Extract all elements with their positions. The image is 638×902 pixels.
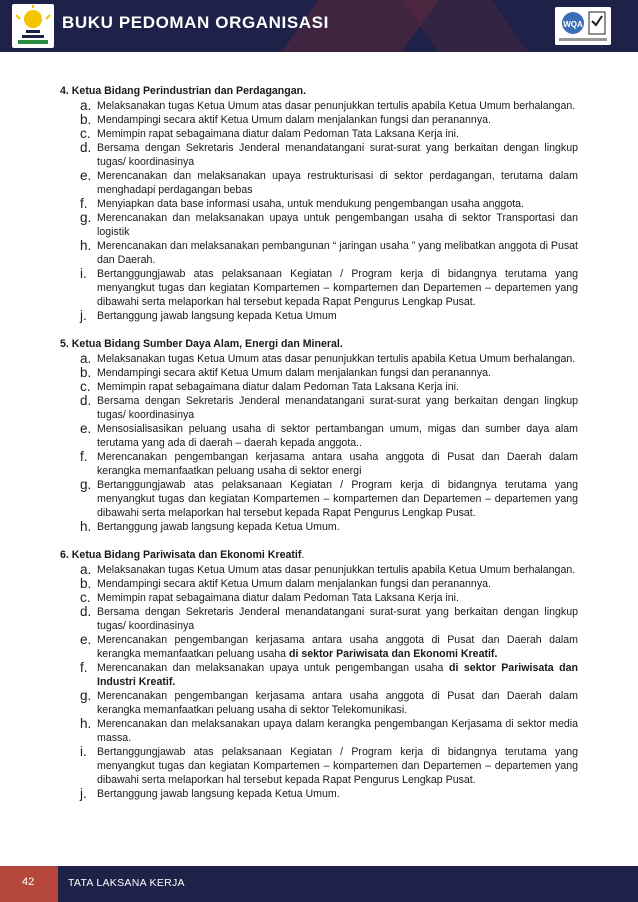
list-item-text-body: Bertanggung jawab langsung kepada Ketua Umum. [97,788,340,800]
list-item-letter: b. [80,576,92,591]
list-item-text [97,605,578,633]
document-body [0,84,638,815]
list-item-letter: c. [80,590,91,605]
list-item-text [97,366,578,380]
list-item-text-body: Bertanggung jawab langsung kepada Ketua Umum. [97,521,340,533]
list-item-text [97,169,578,197]
list-item-text [97,520,578,534]
list-item-text [97,239,578,267]
footer-title: TATA LAKSANA KERJA [68,877,185,889]
list-item [80,266,578,309]
organization-logo-icon [12,4,54,48]
list-item-text [97,113,578,127]
list-item-text [97,197,578,211]
list-item-text-bold: di sektor Pariwisata dan Ekonomi Kreatif. [289,648,498,660]
list-item-text-body: Merencanakan pengembangan kerjasama antara usaha anggota di Pusat dan Daerah dalam kerangka memanfaatkan peluang usaha [97,634,578,660]
list-item [80,604,578,633]
list-item-text-body: Bertanggung jawab langsung kepada Ketua Umum [97,310,337,322]
list-item-letter: h. [80,238,92,253]
section-title [60,337,638,351]
section-title-text: 6. Ketua Bidang Pariwisata dan Ekonomi Kreatif [60,549,302,561]
list-item-text [97,787,578,801]
list-item [80,126,578,141]
page-footer [0,866,638,902]
list-item-letter: j. [80,308,87,323]
list-item [80,786,578,801]
list-item-letter: i. [80,266,87,281]
list-item [80,196,578,211]
list-item [80,519,578,534]
list-item [80,744,578,787]
list-item [80,688,578,717]
list-item-letter: b. [80,112,92,127]
list-item [80,421,578,450]
list-item-letter: f. [80,196,88,211]
list-item-text-body: Merencanakan dan melaksanakan pembangunan “ jaringan usaha ” yang melibatkan anggota di Pusat dan Daerah. [97,240,578,266]
list-item [80,393,578,422]
section-title [60,84,638,98]
list-item [80,140,578,169]
list-item-text-body: Mensosialisasikan peluang usaha di sektor pertambangan umum, migas dan sumber daya alam terutama yang ada di daerah – daerah kepada anggota.. [97,423,578,449]
list-item-text [97,661,578,689]
list-item-text-body: Memimpin rapat sebagaimana diatur dalam Pedoman Tata Laksana Kerja ini. [97,128,459,140]
list-item-letter: c. [80,379,91,394]
list-item-letter: h. [80,519,92,534]
list-item-letter: f. [80,660,88,675]
svg-text:WQA: WQA [563,20,583,29]
list-item [80,210,578,239]
list-item-text [97,591,578,605]
list-item [80,379,578,394]
list-item-letter: d. [80,140,92,155]
list-item-text-bold: di sektor Pariwisata dan Industri Kreatif. [97,662,578,688]
list-item-letter: b. [80,365,92,380]
list-item-text-body: Merencanakan pengembangan kerjasama antara usaha anggota di Pusat dan Daerah dalam kerangka memanfaatkan peluang usaha di sektor Telekomunikasi. [97,690,578,716]
list-item-text [97,577,578,591]
list-item [80,716,578,745]
list-item-letter: h. [80,716,92,731]
list-item-letter: g. [80,477,92,492]
section [0,84,638,323]
section-title-suffix: . [301,549,305,561]
list-item-text [97,380,578,394]
list-item [80,308,578,323]
list-item-text-body: Merencanakan dan melaksanakan upaya restrukturisasi di sektor perdagangan, terutama dalam menghadapi perdagangan bebas [97,170,578,196]
list-item-text-body: Merencanakan dan melaksanakan upaya untuk pengembangan usaha [97,662,449,674]
section-title-text: 5. Ketua Bidang Sumber Daya Alam, Energi dan Mineral. [60,338,343,350]
list-item-letter: e. [80,421,92,436]
list-item-letter: a. [80,351,92,366]
list-item-letter: j. [80,786,87,801]
page-header [0,0,638,52]
list-item-text [97,717,578,745]
list-item [80,477,578,520]
list-item [80,562,578,577]
list-item-text [97,478,578,520]
list-item-letter: e. [80,168,92,183]
list-item [80,590,578,605]
page-number: 42 [22,876,35,888]
section-title-text: 4. Ketua Bidang Perindustrian dan Perdagangan. [60,85,307,97]
list-item-text [97,99,578,113]
list-item-text-body: Mendampingi secara aktif Ketua Umum dalam menjalankan fungsi dan peranannya. [97,367,491,379]
list-item [80,365,578,380]
list-item-letter: d. [80,604,92,619]
list-item-letter: a. [80,98,92,113]
list-item-text [97,352,578,366]
list-item [80,351,578,366]
list-item-text-body: Bertanggungjawab atas pelaksanaan Kegiatan / Program kerja di bidangnya terutama yang menyangkut tugas dan kegiatan Kompartemen – kompartemen dan Departemen – departemen yang dibawahi serta melaporkan hal tersebut kepada Rapat Pengurus Lengkap Pusat. [97,479,578,519]
list-item [80,632,578,661]
list-item-letter: d. [80,393,92,408]
list-item-text-body: Menyiapkan data base informasi usaha, untuk mendukung pengembangan usaha anggota. [97,198,524,210]
list-item-text [97,689,578,717]
certification-logo-icon [555,7,611,45]
list-item-text-body: Bersama dengan Sekretaris Jenderal menandatangani surat-surat yang berkaitan dengan lingkup tugas/ koordinasinya [97,142,578,168]
list-item-text [97,394,578,422]
list-item-text-body: Bertanggungjawab atas pelaksanaan Kegiatan / Program kerja di bidangnya terutama yang menyangkut tugas dan kegiatan Kompartemen – kompartemen dan Departemen – departemen yang dibawahi serta melaporkan hal tersebut kepada Rapat Pengurus Lengkap Pusat. [97,268,578,308]
list-item-text-body: Merencanakan dan melaksanakan upaya dalam kerangka pengembangan Kerjasama di sektor media massa. [97,718,578,744]
list-item-letter: i. [80,744,87,759]
section [0,337,638,534]
list-item-text-body: Memimpin rapat sebagaimana diatur dalam Pedoman Tata Laksana Kerja ini. [97,381,459,393]
list-item-text-body: Mendampingi secara aktif Ketua Umum dalam menjalankan fungsi dan peranannya. [97,114,491,126]
list-item-letter: g. [80,688,92,703]
list-item-text [97,633,578,661]
list-item [80,168,578,197]
list-item [80,660,578,689]
list-item-text-body: Bersama dengan Sekretaris Jenderal menandatangani surat-surat yang berkaitan dengan lingkup tugas/ koordinasinya [97,606,578,632]
list-item [80,98,578,113]
list-item-letter: e. [80,632,92,647]
list-item-text-body: Melaksanakan tugas Ketua Umum atas dasar penunjukkan tertulis apabila Ketua Umum berhalangan. [97,353,576,365]
list-item-text [97,267,578,309]
list-item [80,449,578,478]
list-item-text-body: Merencanakan pengembangan kerjasama antara usaha anggota di Pusat dan Daerah dalam kerangka memanfaatkan peluang usaha di sektor energi [97,451,578,477]
list-item [80,112,578,127]
list-item-text [97,127,578,141]
list-item-text [97,141,578,169]
list-item [80,238,578,267]
list-item-text-body: Melaksanakan tugas Ketua Umum atas dasar penunjukkan tertulis apabila Ketua Umum berhalangan. [97,564,576,576]
list-item-letter: g. [80,210,92,225]
list-item-text [97,309,578,323]
section-title [60,548,638,562]
list-item-text-body: Bersama dengan Sekretaris Jenderal menandatangani surat-surat yang berkaitan dengan lingkup tugas/ koordinasinya [97,395,578,421]
list-item-text [97,745,578,787]
section [0,548,638,801]
list-item-letter: a. [80,562,92,577]
list-item-text-body: Bertanggungjawab atas pelaksanaan Kegiatan / Program kerja di bidangnya terutama yang menyangkut tugas dan kegiatan Kompartemen – kompartemen dan Departemen – departemen yang dibawahi serta melaporkan hal tersebut kepada Rapat Pengurus Lengkap Pusat. [97,746,578,786]
header-decoration [402,0,528,52]
list-item-text [97,211,578,239]
list-item-text [97,563,578,577]
document-title: BUKU PEDOMAN ORGANISASI [62,13,329,32]
list-item [80,576,578,591]
list-item-letter: c. [80,126,91,141]
list-item-text-body: Melaksanakan tugas Ketua Umum atas dasar penunjukkan tertulis apabila Ketua Umum berhalangan. [97,100,576,112]
list-item-text [97,450,578,478]
list-item-text-body: Memimpin rapat sebagaimana diatur dalam Pedoman Tata Laksana Kerja ini. [97,592,459,604]
list-item-text-body: Merencanakan dan melaksanakan upaya untuk pengembangan usaha di sektor Transportasi dan logistik [97,212,578,238]
page-number-box [0,866,58,902]
list-item-text-body: Mendampingi secara aktif Ketua Umum dalam menjalankan fungsi dan peranannya. [97,578,491,590]
list-item-text [97,422,578,450]
list-item-letter: f. [80,449,88,464]
